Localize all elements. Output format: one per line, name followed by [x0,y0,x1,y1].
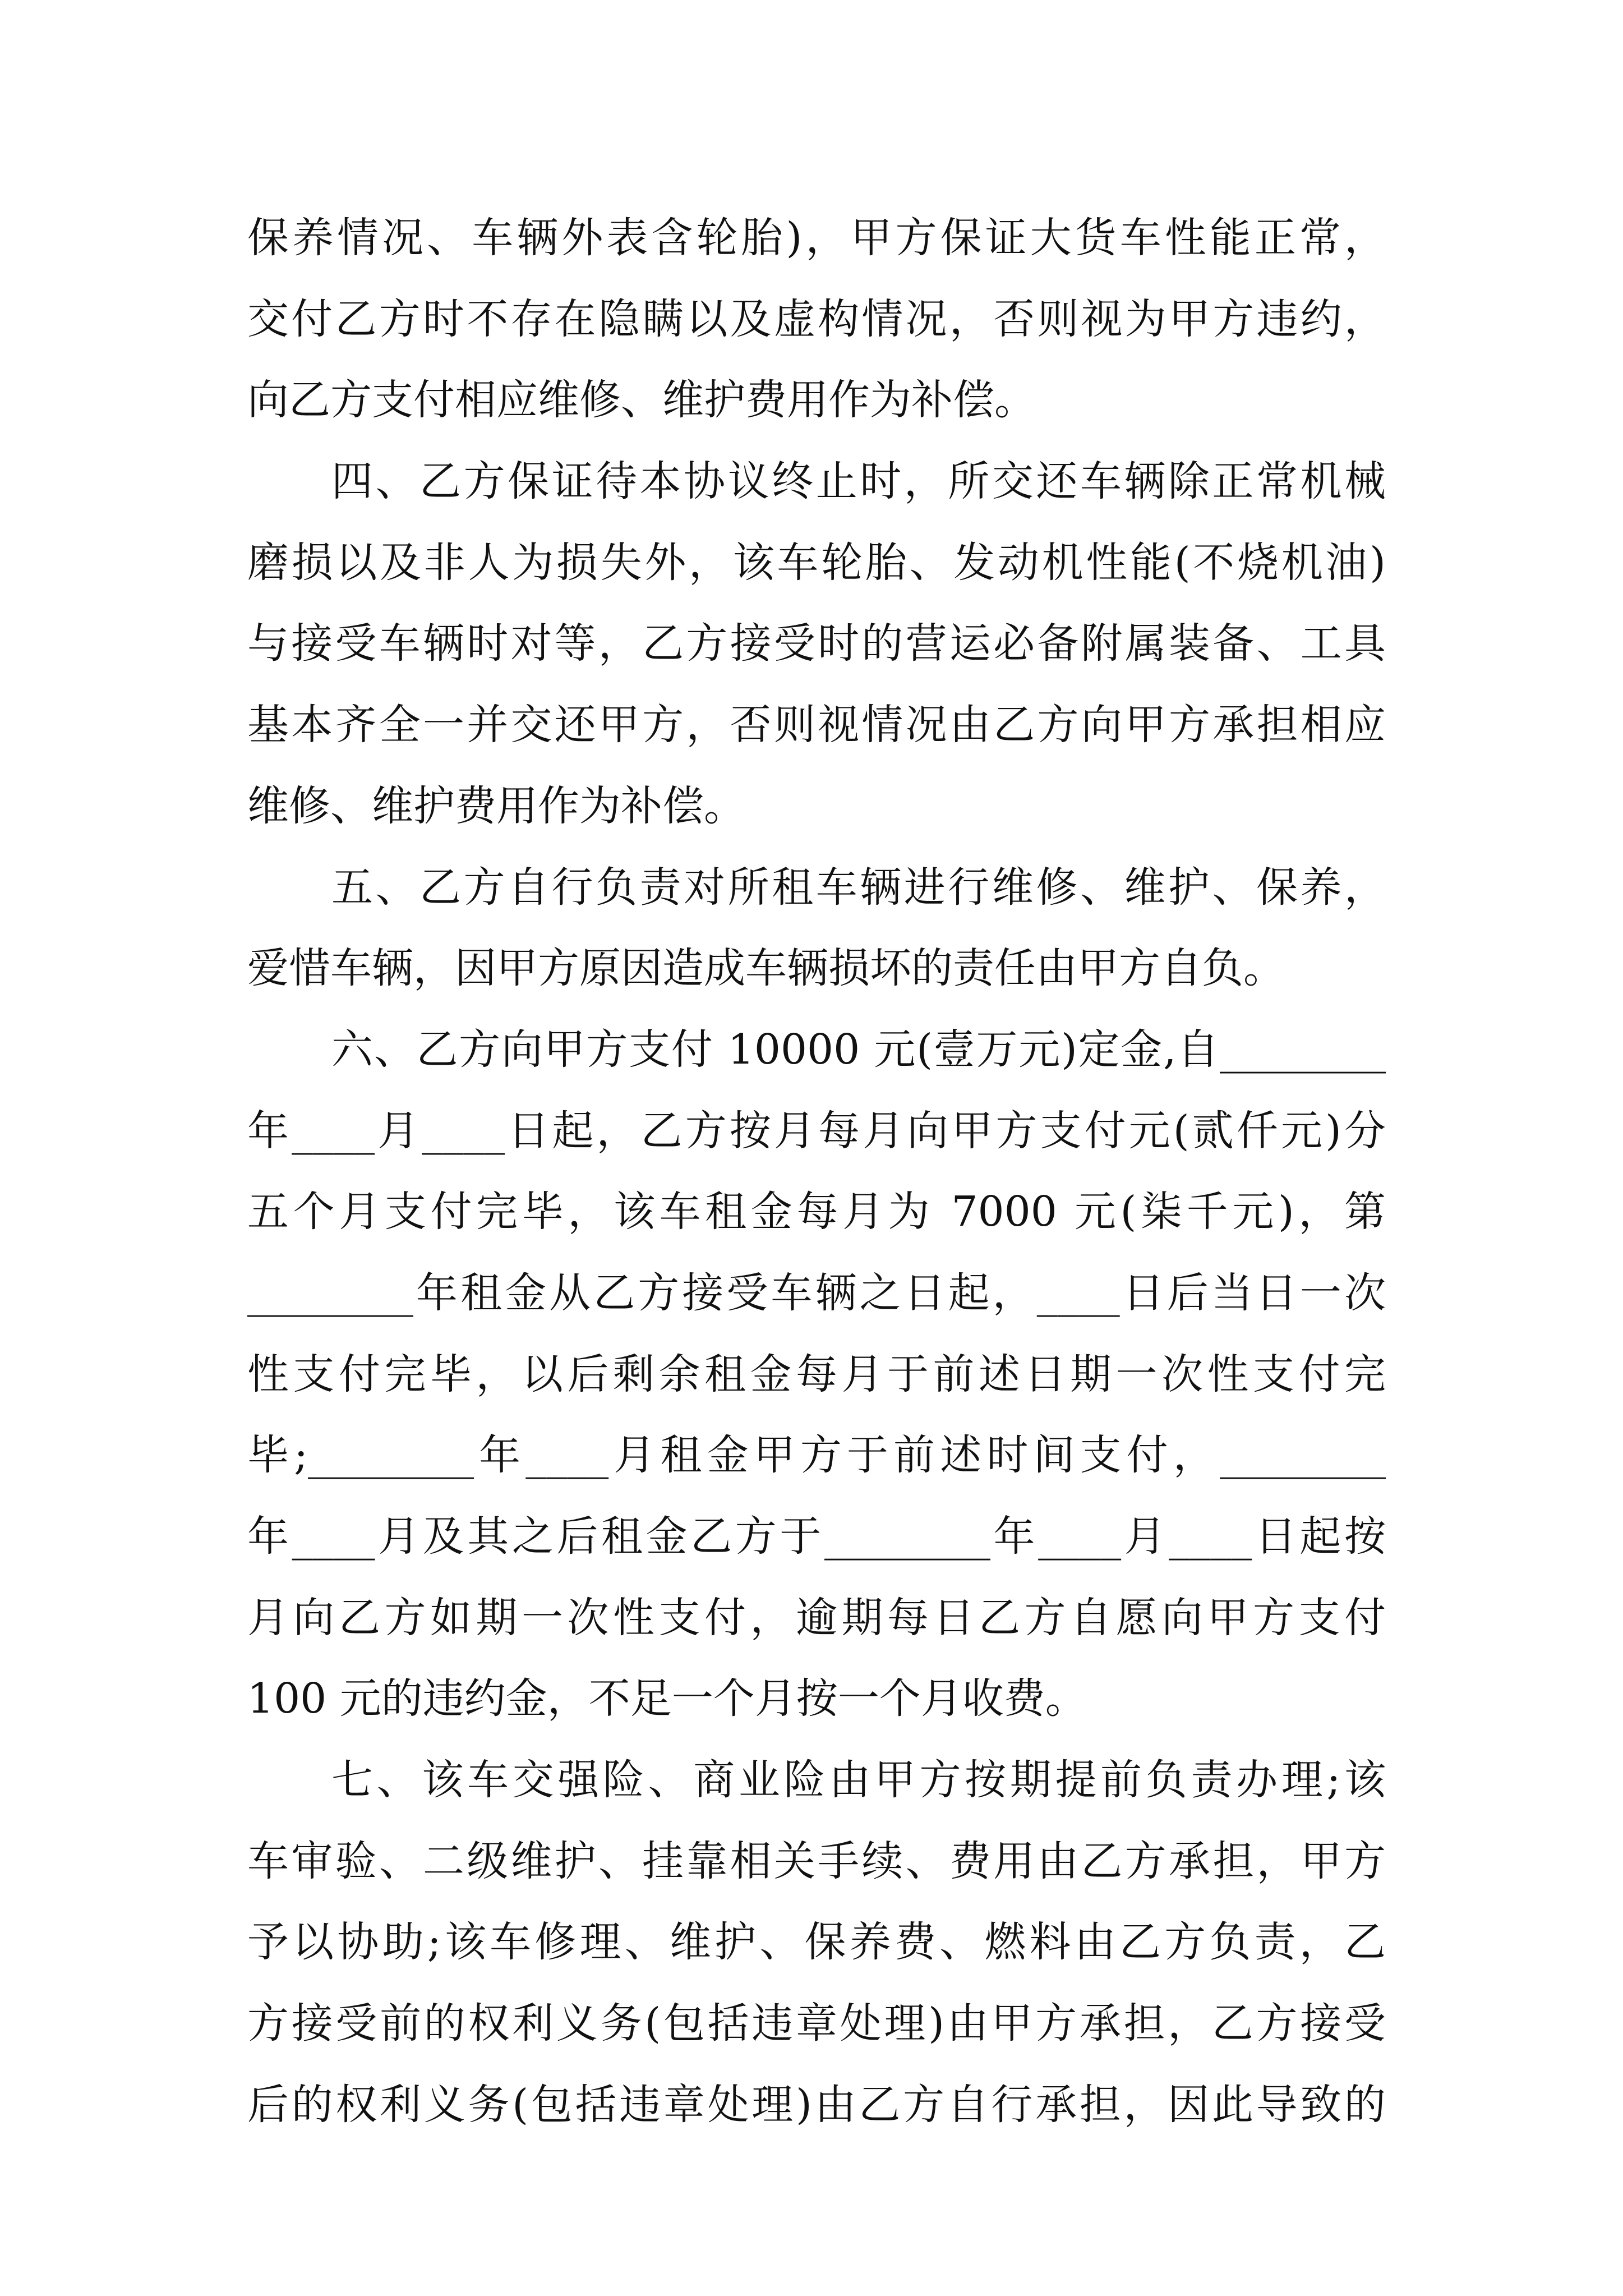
clause-six-line-4: ________年租金从乙方接受车辆之日起，____日后当日一次 [247,1268,1386,1317]
clause-seven-line-5: 后的权利义务(包括违章处理)由乙方自行承担，因此导致的 [247,2080,1386,2129]
clause-six-line-7: 年____月及其之后租金乙方于________年____月____日起按 [247,1512,1386,1561]
clause-four-line-3: 与接受车辆时对等，乙方接受时的营运必备附属装备、工具 [247,619,1386,668]
clause-six-line-9: 100 元的违约金，不足一个月按一个月收费。 [247,1674,1087,1723]
contract-body-text [247,197,1386,2146]
clause-seven-line-4: 方接受前的权利义务(包括违章处理)由甲方承担，乙方接受 [247,1999,1386,2048]
text-line-2: 交付乙方时不存在隐瞒以及虚构情况，否则视为甲方违约， [247,295,1386,343]
clause-four-line-4: 基本齐全一并交还甲方，否则视情况由乙方向甲方承担相应 [247,701,1386,749]
clause-six-line-5: 性支付完毕，以后剩余租金每月于前述日期一次性支付完 [247,1350,1386,1398]
clause-four-line-5: 维修、维护费用作为补偿。 [247,781,745,830]
clause-six-line-1: 六、乙方向甲方支付 10000 元(壹万元)定金,自________ [331,1025,1386,1074]
clause-four-line-1: 四、乙方保证待本协议终止时，所交还车辆除正常机械 [331,457,1386,506]
clause-five-line-2: 爱惜车辆，因甲方原因造成车辆损坏的责任由甲方自负。 [247,944,1285,993]
text-line-3: 向乙方支付相应维修、维护费用作为补偿。 [247,376,1036,425]
clause-six-line-8: 月向乙方如期一次性支付，逾期每日乙方自愿向甲方支付 [247,1593,1386,1642]
clause-five-line-1: 五、乙方自行负责对所租车辆进行维修、维护、保养， [331,863,1386,912]
clause-six-line-6: 毕;________年____月租金甲方于前述时间支付，________ [247,1431,1386,1480]
clause-seven-line-1: 七、该车交强险、商业险由甲方按期提前负责办理;该 [331,1756,1386,1805]
text-line-1: 保养情况、车辆外表含轮胎)，甲方保证大货车性能正常， [247,214,1386,262]
clause-four-line-2: 磨损以及非人为损失外，该车轮胎、发动机性能(不烧机油) [247,538,1386,587]
clause-seven-line-3: 予以协助;该车修理、维护、保养费、燃料由乙方负责，乙 [247,1918,1386,1967]
clause-six-line-2: 年____月____日起，乙方按月每月向甲方支付元(贰仟元)分 [247,1106,1386,1155]
clause-six-line-3: 五个月支付完毕，该车租金每月为 7000 元(柒千元)，第 [247,1188,1386,1236]
clause-seven-line-2: 车审验、二级维护、挂靠相关手续、费用由乙方承担，甲方 [247,1837,1386,1885]
